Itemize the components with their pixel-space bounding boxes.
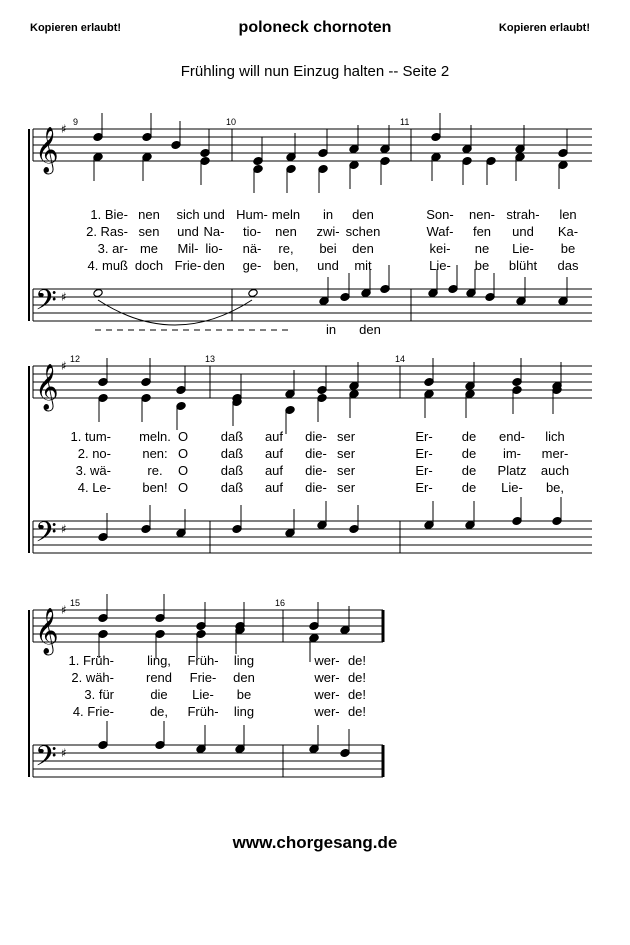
lyric-syllable: auf [264,463,284,478]
lyric-syllable: auch [540,463,570,478]
lyric-syllable: schen [345,224,381,239]
lyric-syllable: und [512,224,534,239]
lyric-syllable: meln [271,207,301,222]
bass-lyric: in [325,322,337,337]
lyric-syllable: mit [354,258,372,273]
half-note-head [248,289,258,298]
lyric-syllable: de [461,429,477,444]
lyric-syllable: die- [305,480,327,495]
lyric-syllable: de [461,463,477,478]
bass-clef-icon: 𝄢 [35,284,57,324]
lyric-syllable: im- [502,446,522,461]
lyric-syllable: de [461,446,477,461]
lyric-syllable: ling, [147,653,171,668]
key-signature-sharp-icon: ♯ [61,746,67,760]
lyric-syllable: daß [220,480,244,495]
lyric-syllable: Son- [426,207,454,222]
lyric-syllable: Platz [497,463,527,478]
lyric-syllable: de [461,480,477,495]
lyric-syllable: Lie- [429,258,451,273]
lyric-syllable: ge- [242,258,262,273]
lyric-syllable: nen [138,207,160,222]
lyric-syllable: lio- [205,241,223,256]
bass-lyric: den [359,322,381,337]
lyric-syllable: die- [305,463,327,478]
lyric-syllable: meln. [139,429,171,444]
lyric-syllable: ben, [273,258,299,273]
lyric-syllable: Er- [415,446,433,461]
lyric-syllable: 2. no- [77,446,111,461]
lyric-syllable: mer- [541,446,569,461]
lyric-syllable: und [177,224,199,239]
lyric-syllable: Ka- [557,224,579,239]
lyric-syllable: ser [336,429,356,444]
lyric-syllable: wer- [314,653,340,668]
lyric-syllable: die- [305,446,327,461]
lyric-syllable: 2. wäh- [71,670,114,685]
half-note-head [93,289,103,298]
lyric-syllable: sen [138,224,160,239]
lyric-syllable: tio- [242,224,262,239]
lyric-syllable: 3. wä- [75,463,111,478]
lyric-syllable: auf [264,480,284,495]
lyric-syllable: strah- [506,207,540,222]
site-name: poloneck chornoten [238,19,392,36]
lyric-syllable: fen [472,224,492,239]
lyric-syllable: be, [545,480,565,495]
lyric-syllable: Waf- [426,224,454,239]
lyric-syllable: 1. Bie- [90,207,128,222]
lyric-syllable: Frie- [189,670,217,685]
measure-number: 13 [205,354,216,364]
treble-staff [33,366,592,398]
lyric-syllable: auf [264,429,284,444]
copy-notice-right: Kopieren erlaubt! [498,22,590,34]
lyric-syllable: end- [498,429,526,444]
treble-clef-icon: 𝄞 [35,608,59,654]
lyric-syllable: ling [233,704,255,719]
lyric-syllable: Er- [415,429,433,444]
lyric-syllable: die- [305,429,327,444]
lyric-syllable: re, [278,241,294,256]
lyric-syllable: ne [474,241,490,256]
key-signature-sharp-icon: ♯ [61,522,67,536]
lyric-syllable: ling [233,653,255,668]
lyric-syllable: be [236,687,252,702]
lyric-syllable: den [203,258,225,273]
lyric-syllable: und [317,258,339,273]
lyric-syllable: Früh- [187,704,219,719]
lyric-syllable: Mil- [177,241,199,256]
bass-clef-icon: 𝄢 [35,516,57,556]
lyric-syllable: ser [336,446,356,461]
lyric-syllable: auf [264,446,284,461]
lyric-syllable: ben! [142,480,168,495]
key-signature-sharp-icon: ♯ [61,290,67,304]
lyric-syllable: 1. tum- [70,429,111,444]
treble-clef-icon: 𝄞 [35,364,59,410]
lyric-syllable: len [559,207,577,222]
bass-staff [33,521,592,553]
lyric-syllable: Frie- [174,258,202,273]
lyric-syllable: den [352,207,374,222]
lyric-syllable: sich [176,207,200,222]
lyric-syllable: 3. für [84,687,114,702]
lyric-syllable: O [177,429,189,444]
lyric-syllable: bei [319,241,337,256]
lyric-syllable: den [233,670,255,685]
lyric-syllable: 4. Frie- [72,704,114,719]
measure-number: 9 [73,117,79,127]
lyric-syllable: 2. Ras- [86,224,128,239]
bass-clef-icon: 𝄢 [35,740,57,780]
lyric-syllable: nä- [242,241,262,256]
lyric-syllable: re. [147,463,163,478]
treble-clef-icon: 𝄞 [35,127,59,173]
lyric-syllable: den [352,241,374,256]
copy-notice-left: Kopieren erlaubt! [30,22,122,34]
lyric-syllable: daß [220,463,244,478]
lyric-syllable: me [139,241,159,256]
key-signature-sharp-icon: ♯ [61,359,67,373]
lyric-syllable: nen: [142,446,168,461]
lyric-syllable: O [177,463,189,478]
lyric-syllable: de! [347,653,367,668]
lyric-syllable: rend [145,670,173,685]
lyric-syllable: Er- [415,480,433,495]
lyric-syllable: Lie- [501,480,523,495]
measure-number: 12 [70,354,81,364]
lyric-syllable: be [474,258,490,273]
lyric-syllable: 4. muß [87,258,128,273]
lyric-syllable: Lie- [192,687,214,702]
lyric-syllable: de! [347,704,367,719]
song-title: Frühling will nun Einzug halten -- Seite 2 [180,63,450,80]
lyric-syllable: kei- [429,241,451,256]
bass-staff [33,745,383,777]
lyric-syllable: Hum- [236,207,268,222]
lyric-syllable: das [557,258,579,273]
measure-number: 10 [226,117,237,127]
lyric-syllable: O [177,446,189,461]
lyric-syllable: 4. Le- [77,480,111,495]
lyric-syllable: nen- [468,207,496,222]
measure-number: 16 [275,598,286,608]
lyric-syllable: wer- [314,687,340,702]
lyric-syllable: de, [149,704,169,719]
key-signature-sharp-icon: ♯ [61,603,67,617]
treble-staff [33,129,592,161]
treble-staff [33,610,383,642]
lyric-syllable: ser [336,480,356,495]
lyric-syllable: Er- [415,463,433,478]
measure-number: 15 [70,598,81,608]
lyric-syllable: ser [336,463,356,478]
lyric-syllable: und [203,207,225,222]
lyric-syllable: daß [220,429,244,444]
lyric-syllable: wer- [314,670,340,685]
lyric-syllable: doch [134,258,164,273]
bass-staff [33,289,592,321]
lyric-syllable: in [322,207,334,222]
lyric-syllable: zwi- [316,224,340,239]
measure-number: 11 [400,117,410,127]
lyric-syllable: nen [275,224,297,239]
measure-number: 14 [395,354,406,364]
lyric-syllable: 3. ar- [97,241,128,256]
lyric-syllable: be [560,241,576,256]
lyric-syllable: de! [347,687,367,702]
lyric-syllable: O [177,480,189,495]
lyric-syllable: blüht [508,258,538,273]
lyric-syllable: 1. Früh- [68,653,114,668]
lyric-syllable: de! [347,670,367,685]
lyric-syllable: Lie- [512,241,534,256]
lyric-syllable: daß [220,446,244,461]
lyric-syllable: Na- [203,224,225,239]
lyric-syllable: wer- [314,704,340,719]
key-signature-sharp-icon: ♯ [61,122,67,136]
lyric-syllable: Früh- [187,653,219,668]
lyric-syllable: lich [545,429,565,444]
lyric-syllable: die [150,687,168,702]
footer-url: www.chorgesang.de [232,833,398,852]
